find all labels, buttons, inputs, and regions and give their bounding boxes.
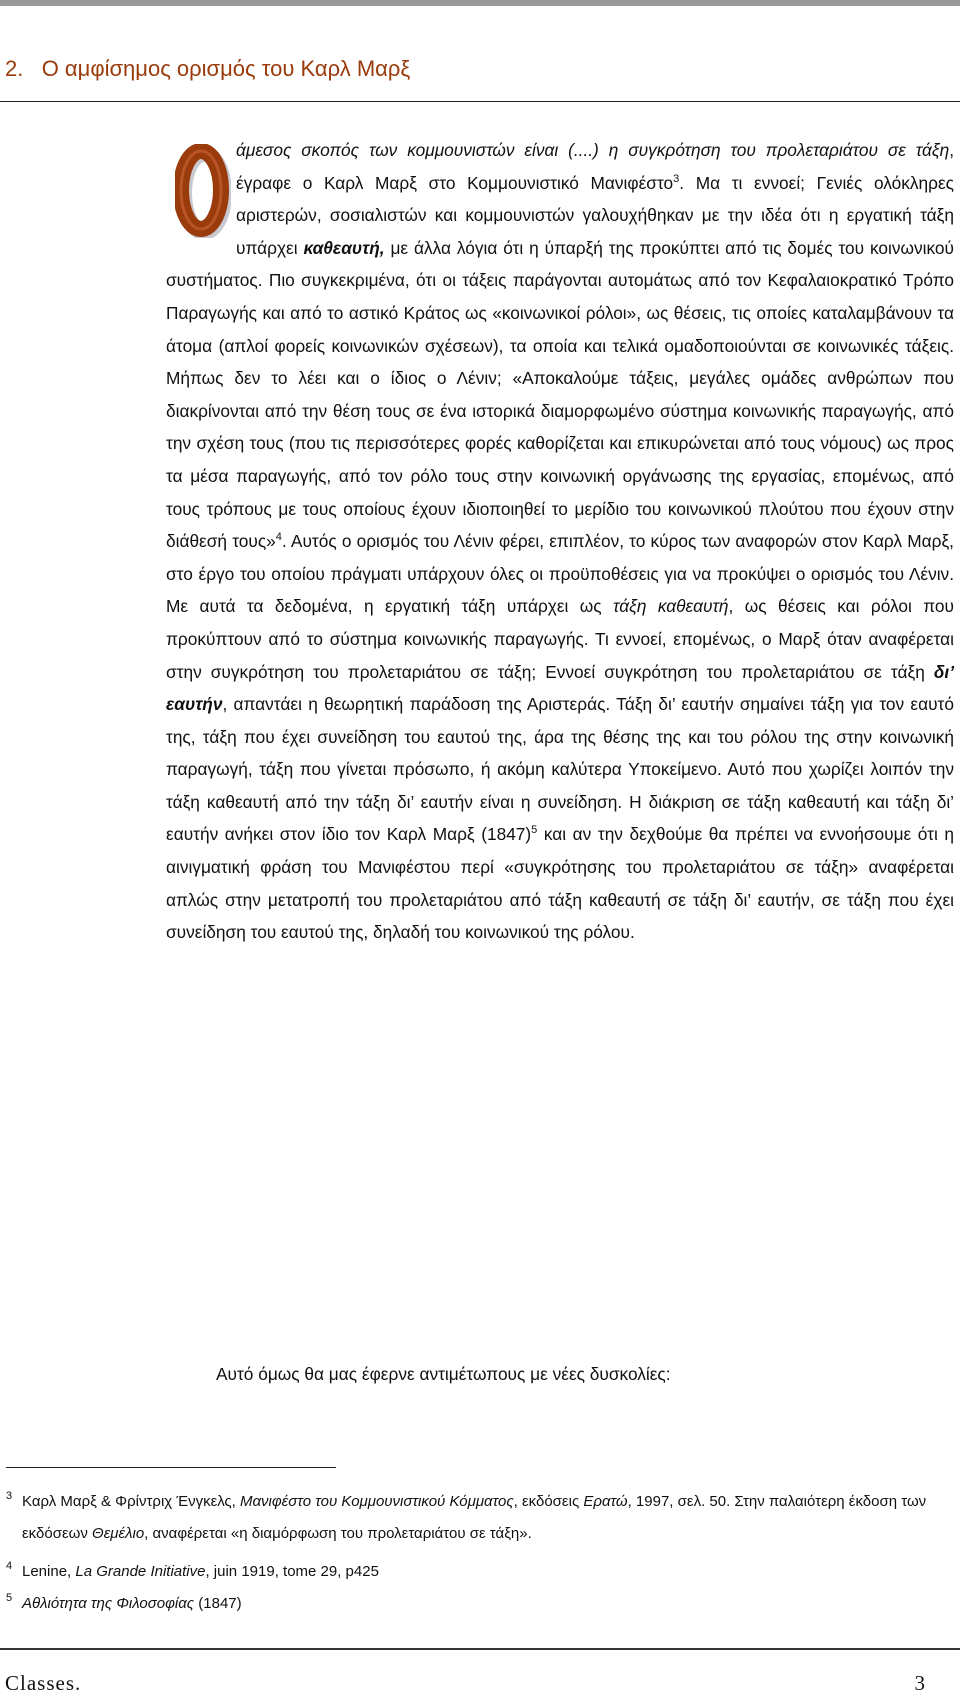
footnote-ref-4[interactable]: 4	[275, 531, 282, 544]
footnote-span: Καρλ Μαρξ & Φρίντριχ Ένγκελς,	[22, 1493, 240, 1510]
body-text	[166, 134, 954, 949]
footnote-separator	[6, 1467, 336, 1468]
footnote-ref-5[interactable]: 5	[531, 824, 538, 837]
footnote-span: Lenine,	[22, 1563, 76, 1580]
footnote-ref-3[interactable]: 3	[673, 172, 680, 185]
body-span: , ως θέσεις και ρόλοι που προκύπτουν από το σύστημα κοινωνικής παραγωγής. Τι εννοεί, επομένως, ο Μαρξ όταν αναφέρεται στην συγκρότηση του προλεταριάτου σε τάξη; Εννοεί συγκρότηση του προλεταριάτου σε τάξη	[166, 596, 954, 682]
footnote-span: , εκδόσεις	[513, 1493, 584, 1510]
body-span: , έγραφε ο Καρλ Μαρξ στο Κομμουνιστικό Μανιφέστο	[236, 140, 954, 193]
footnote-3	[6, 1486, 946, 1550]
footnote-italic: Ερατώ	[583, 1493, 628, 1510]
section-title: Ο αμφίσημος ορισμός του Καρλ Μαρξ	[41, 56, 411, 81]
section-number: 2.	[5, 56, 24, 81]
footnote-text	[22, 1556, 946, 1588]
body-paragraph	[166, 134, 954, 949]
section-heading	[5, 56, 410, 82]
footnote-italic: La Grande Initiative	[75, 1563, 206, 1580]
body-emphasis-di-eaftin: δι’ εαυτήν	[166, 661, 954, 715]
lead-out-sentence: Αυτό όμως θα μας έφερνε αντιμέτωπους με νέες δυσκολίες:	[216, 1364, 671, 1384]
body-italic-taxi-kathefti: τάξη καθεαυτή	[613, 596, 729, 617]
footnote-text	[22, 1588, 946, 1620]
page-number: 3	[914, 1671, 925, 1695]
footnote-span: (1847)	[194, 1595, 242, 1612]
footnote-text	[22, 1486, 946, 1550]
footnote-span: , 1997, σελ. 50. Στην παλαιότερη έκδοση των εκδόσεων	[22, 1493, 927, 1542]
body-span: . Μα τι εννοεί; Γενιές ολόκληρες αριστερών, σοσιαλιστών και κομμουνιστών γαλουχήθηκαν με την ιδέα ότι η εργατική τάξη υπάρχει	[236, 172, 954, 258]
footnote-italic: Αθλιότητα της Φιλοσοφίας	[22, 1595, 195, 1612]
footnote-number: 4	[6, 1560, 13, 1572]
body-quote-italic: άμεσος σκοπός των κομμουνιστών είναι (....) η συγκρότηση του προλεταριάτου σε τάξη	[236, 140, 950, 160]
body-span: με άλλα λόγια ότι η ύπαρξή της προκύπτει από τις δομές του κοινωνικού συστήματος. Πιο συγκεκριμένα, ότι οι τάξεις παράγονται αυτομάτως από τον Κεφαλαιοκρατικό Τρόπο Παραγωγής και από το αστικό Κράτος ως «κοινωνικοί ρόλοι», ως θέσεις, τις οποίες καταλαμβάνουν τα άτομα (απλοί φορείς κοινωνικών σχέσεων), τα οποία και τελικά ομαδοποιούνται σε κοινωνικές τάξεις. Μήπως δεν το λέει και ο ίδιος ο Λένιν; «Αποκαλούμε τάξεις, μεγάλες ομάδες ανθρώπων που διακρίνονται από την θέση τους σε ένα ιστορικά διαμορφωμένο σύστημα κοινωνικής παραγωγής, από την σχέση τους (που τις περισσότερες φορές καθορίζεται και επικυρώνεται από τους νόμους) ως προς τα μέσα παραγωγής, από τον ρόλο τους στην κοινωνική οργάνωσης της εργασίας, επομένως, από τους τρόπους με τους οποίους έχουν ιδιοποιηθεί το μερίδιο του κοινωνικού πλούτου που έχουν στην διάθεσή τους»	[166, 237, 954, 552]
footnote-italic: Μανιφέστο του Κομμουνιστικού Κόμματος	[240, 1493, 514, 1510]
footer-title: Classes.	[5, 1671, 82, 1695]
footnote-span: , juin 1919, tome 29, p425	[205, 1563, 379, 1580]
body-span: . Αυτός ο ορισμός του Λένιν φέρει, επιπλέον, το κύρος των αναφορών στον Καρλ Μαρξ, στο έργο του οποίου πράγματι υπάρχουν όλες οι προϋποθέσεις για να προκύψει ο ορισμός του Λένιν. Με αυτά τα δεδομένα, η εργατική τάξη υπάρχει ως	[166, 531, 954, 617]
top-rule	[0, 0, 960, 6]
body-emphasis-kathefti: καθεαυτή,	[303, 237, 385, 258]
footer-rule	[0, 1648, 960, 1650]
footnote-4	[6, 1556, 946, 1588]
body-span: , απαντάει η θεωρητική παράδοση της Αριστεράς. Τάξη δι’ εαυτήν σημαίνει τάξη για τον εαυτό της, τάξη που έχει συνείδηση του εαυτού της, άρα της θέσης της και του ρόλου της στην κοινωνική παραγωγή, τάξη που γίνεται πρόσωπο, ή ακόμη καλύτερα Υποκείμενο. Αυτό που χωρίζει λοιπόν την τάξη καθεαυτή από την τάξη δι’ εαυτήν είναι η συνείδηση. Η διάκριση σε τάξη καθεαυτή και τάξη δι’ εαυτήν ανήκει στον ίδιο τον Καρλ Μαρξ (1847)	[166, 694, 954, 845]
footnote-number: 3	[6, 1490, 13, 1502]
footnote-5	[6, 1588, 946, 1620]
footnote-span: , αναφέρεται «η διαμόρφωση του προλεταριάτου σε τάξη».	[144, 1525, 532, 1542]
body-span: και αν την δεχθούμε θα πρέπει να εννοήσουμε ότι η αινιγματική φράση του Μανιφέστου περί «συγκρότησης του προλεταριάτου σε τάξη» αναφέρεται απλώς στην μετατροπή του προλεταριάτου από τάξη καθεαυτή σε τάξη δι’ εαυτήν, σε τάξη που έχει συνείδηση του εαυτού της, δηλαδή του κοινωνικού της ρόλου.	[166, 824, 954, 943]
dropcap-space	[166, 134, 236, 232]
footnote-italic: Θεμέλιο	[92, 1525, 145, 1542]
title-rule	[0, 101, 960, 102]
footnote-number: 5	[6, 1592, 13, 1604]
